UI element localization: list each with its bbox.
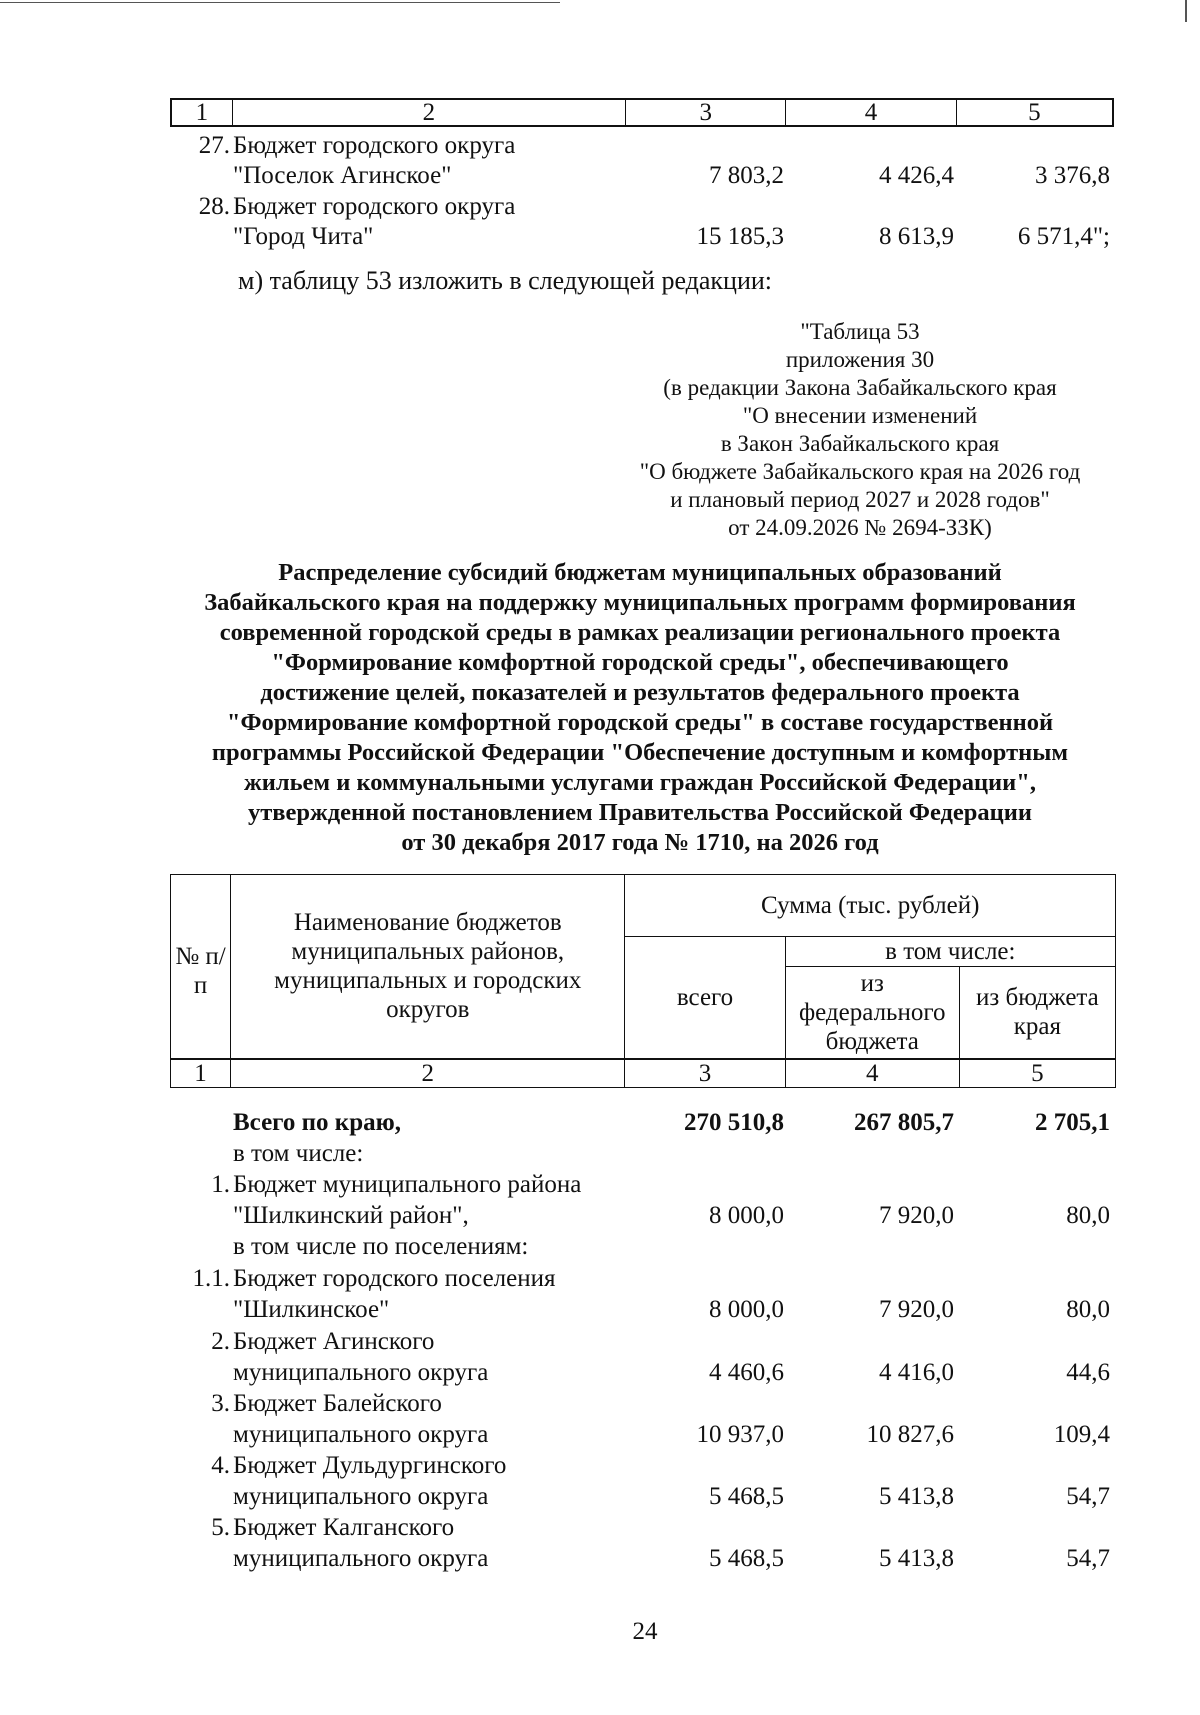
row-name-line: Бюджет Агинского <box>233 1328 435 1355</box>
row-federal: 4 416,0 <box>879 1359 954 1386</box>
row-name-line: "Поселок Агинское" <box>233 162 452 189</box>
row-federal: 5 413,8 <box>879 1483 954 1510</box>
row-index: 1.1. <box>192 1265 230 1292</box>
row-regional: 3 376,8 <box>1035 162 1110 189</box>
header-name-column: Наименование бюджетов муниципальных районов, муниципальных и городских округов <box>231 875 625 1059</box>
top-table-header-row <box>170 98 1114 127</box>
summary-regional: 2 705,1 <box>1035 1109 1110 1136</box>
row-index: 4. <box>211 1452 230 1479</box>
row-name-line: Бюджет городского округа <box>233 132 516 159</box>
row-total: 7 803,2 <box>709 162 784 189</box>
row-federal: 8 613,9 <box>879 223 954 250</box>
approval-line: и плановый период 2027 и 2028 годов" <box>670 487 1050 512</box>
row-name-line: "Шилкинский район", <box>233 1202 469 1229</box>
header-federal-column: из федерального бюджета <box>785 967 959 1059</box>
header-including-column: в том числе: <box>785 937 1115 967</box>
summary-sublabel: в том числе: <box>233 1140 364 1167</box>
row-federal: 7 920,0 <box>879 1296 954 1323</box>
header-col-5-number: 5 <box>959 1059 1115 1088</box>
title-line: жильем и коммунальными услугами граждан Российской Федерации", <box>243 769 1037 796</box>
title-line: "Формирование комфортной городской среды", обеспечивающего <box>271 649 1009 676</box>
row-federal: 10 827,6 <box>866 1421 954 1448</box>
row-name-line: Бюджет муниципального района <box>233 1171 582 1198</box>
row-regional: 80,0 <box>1066 1296 1110 1323</box>
row-index: 27. <box>198 132 230 159</box>
instruction-text: м) таблицу 53 изложить в следующей редакции: <box>238 266 773 295</box>
row-total: 8 000,0 <box>709 1296 784 1323</box>
row-regional: 109,4 <box>1053 1421 1110 1448</box>
title-line: современной городской среды в рамках реализации регионального проекта <box>219 619 1061 646</box>
row-index: 5. <box>211 1514 230 1541</box>
col-3-number: 3 <box>625 100 785 125</box>
row-name-line: Бюджет Калганского <box>233 1514 455 1541</box>
title-line: Забайкальского края на поддержку муниципальных программ формирования <box>204 589 1076 616</box>
header-col-1-number: 1 <box>171 1059 231 1088</box>
row-index: 1. <box>211 1171 230 1198</box>
row-index: 28. <box>198 193 230 220</box>
approval-line: в Закон Забайкальского края <box>720 431 1000 456</box>
row-federal: 7 920,0 <box>879 1202 954 1229</box>
document-title <box>160 558 1120 858</box>
scan-top-line <box>0 2 560 3</box>
row-name-line: "Шилкинское" <box>233 1296 390 1323</box>
row-index: 3. <box>211 1390 230 1417</box>
col-5-number: 5 <box>956 100 1112 125</box>
row-regional: 6 571,4"; <box>1017 223 1110 250</box>
row-regional: 54,7 <box>1066 1545 1110 1572</box>
row-federal: 5 413,8 <box>879 1545 954 1572</box>
title-line: "Формирование комфортной городской среды" в составе государственной <box>226 709 1054 736</box>
col-2-number: 2 <box>232 100 625 125</box>
approval-line: "О бюджете Забайкальского края на 2026 год <box>639 459 1081 484</box>
approval-line: от 24.09.2026 № 2694-ЗЗК) <box>728 515 992 540</box>
row-name-line: Бюджет Балейского <box>233 1390 442 1417</box>
row-name-line: муниципального округа <box>233 1421 489 1448</box>
title-line: Распределение субсидий бюджетам муниципальных образований <box>278 559 1002 586</box>
summary-federal: 267 805,7 <box>854 1109 954 1136</box>
header-col-2-number: 2 <box>231 1059 625 1088</box>
title-line: утвержденной постановлением Правительства Российской Федерации <box>247 799 1033 826</box>
row-name-line: Бюджет городского поселения <box>233 1265 556 1292</box>
row-regional: 80,0 <box>1066 1202 1110 1229</box>
row-name-line: муниципального округа <box>233 1545 489 1572</box>
approval-block <box>600 318 1120 542</box>
row-total: 5 468,5 <box>709 1483 784 1510</box>
approval-line: "Таблица 53 <box>800 319 920 344</box>
header-col-3-number: 3 <box>625 1059 785 1088</box>
col-1-number: 1 <box>195 99 209 126</box>
title-line: от 30 декабря 2017 года № 1710, на 2026 год <box>401 829 879 856</box>
page-number: 24 <box>632 1618 658 1645</box>
header-sum-column: Сумма (тыс. рублей) <box>625 875 1116 937</box>
row-total: 15 185,3 <box>696 223 784 250</box>
header-col-4-number: 4 <box>785 1059 959 1088</box>
title-line: программы Российской Федерации "Обеспечение доступным и комфортным <box>211 739 1069 766</box>
approval-line: приложения 30 <box>785 347 935 372</box>
row-name-line: "Город Чита" <box>233 223 374 250</box>
header-total-column: всего <box>625 937 785 1059</box>
approval-line: (в редакции Закона Забайкальского края <box>663 375 1057 400</box>
distribution-table-header <box>170 874 1116 1088</box>
col-4-number: 4 <box>785 100 955 125</box>
row-total: 10 937,0 <box>696 1421 784 1448</box>
row-total: 4 460,6 <box>709 1359 784 1386</box>
row-total: 8 000,0 <box>709 1202 784 1229</box>
row-name-line: муниципального округа <box>233 1483 489 1510</box>
row-federal: 4 426,4 <box>879 162 954 189</box>
row-sublabel: в том числе по поселениям: <box>233 1233 529 1260</box>
row-total: 5 468,5 <box>709 1545 784 1572</box>
header-number-column: № п/п <box>171 875 231 1059</box>
summary-total: 270 510,8 <box>684 1109 784 1136</box>
row-regional: 54,7 <box>1066 1483 1110 1510</box>
header-regional-column: из бюджета края <box>959 967 1115 1059</box>
row-name-line: муниципального округа <box>233 1359 489 1386</box>
summary-label: Всего по краю, <box>233 1109 401 1136</box>
approval-line: "О внесении изменений <box>742 403 978 428</box>
row-index: 2. <box>211 1328 230 1355</box>
title-line: достижение целей, показателей и результатов федерального проекта <box>260 679 1020 706</box>
scan-right-marks <box>1185 0 1187 22</box>
row-name-line: Бюджет городского округа <box>233 193 516 220</box>
row-regional: 44,6 <box>1066 1359 1110 1386</box>
row-name-line: Бюджет Дульдургинского <box>233 1452 507 1479</box>
